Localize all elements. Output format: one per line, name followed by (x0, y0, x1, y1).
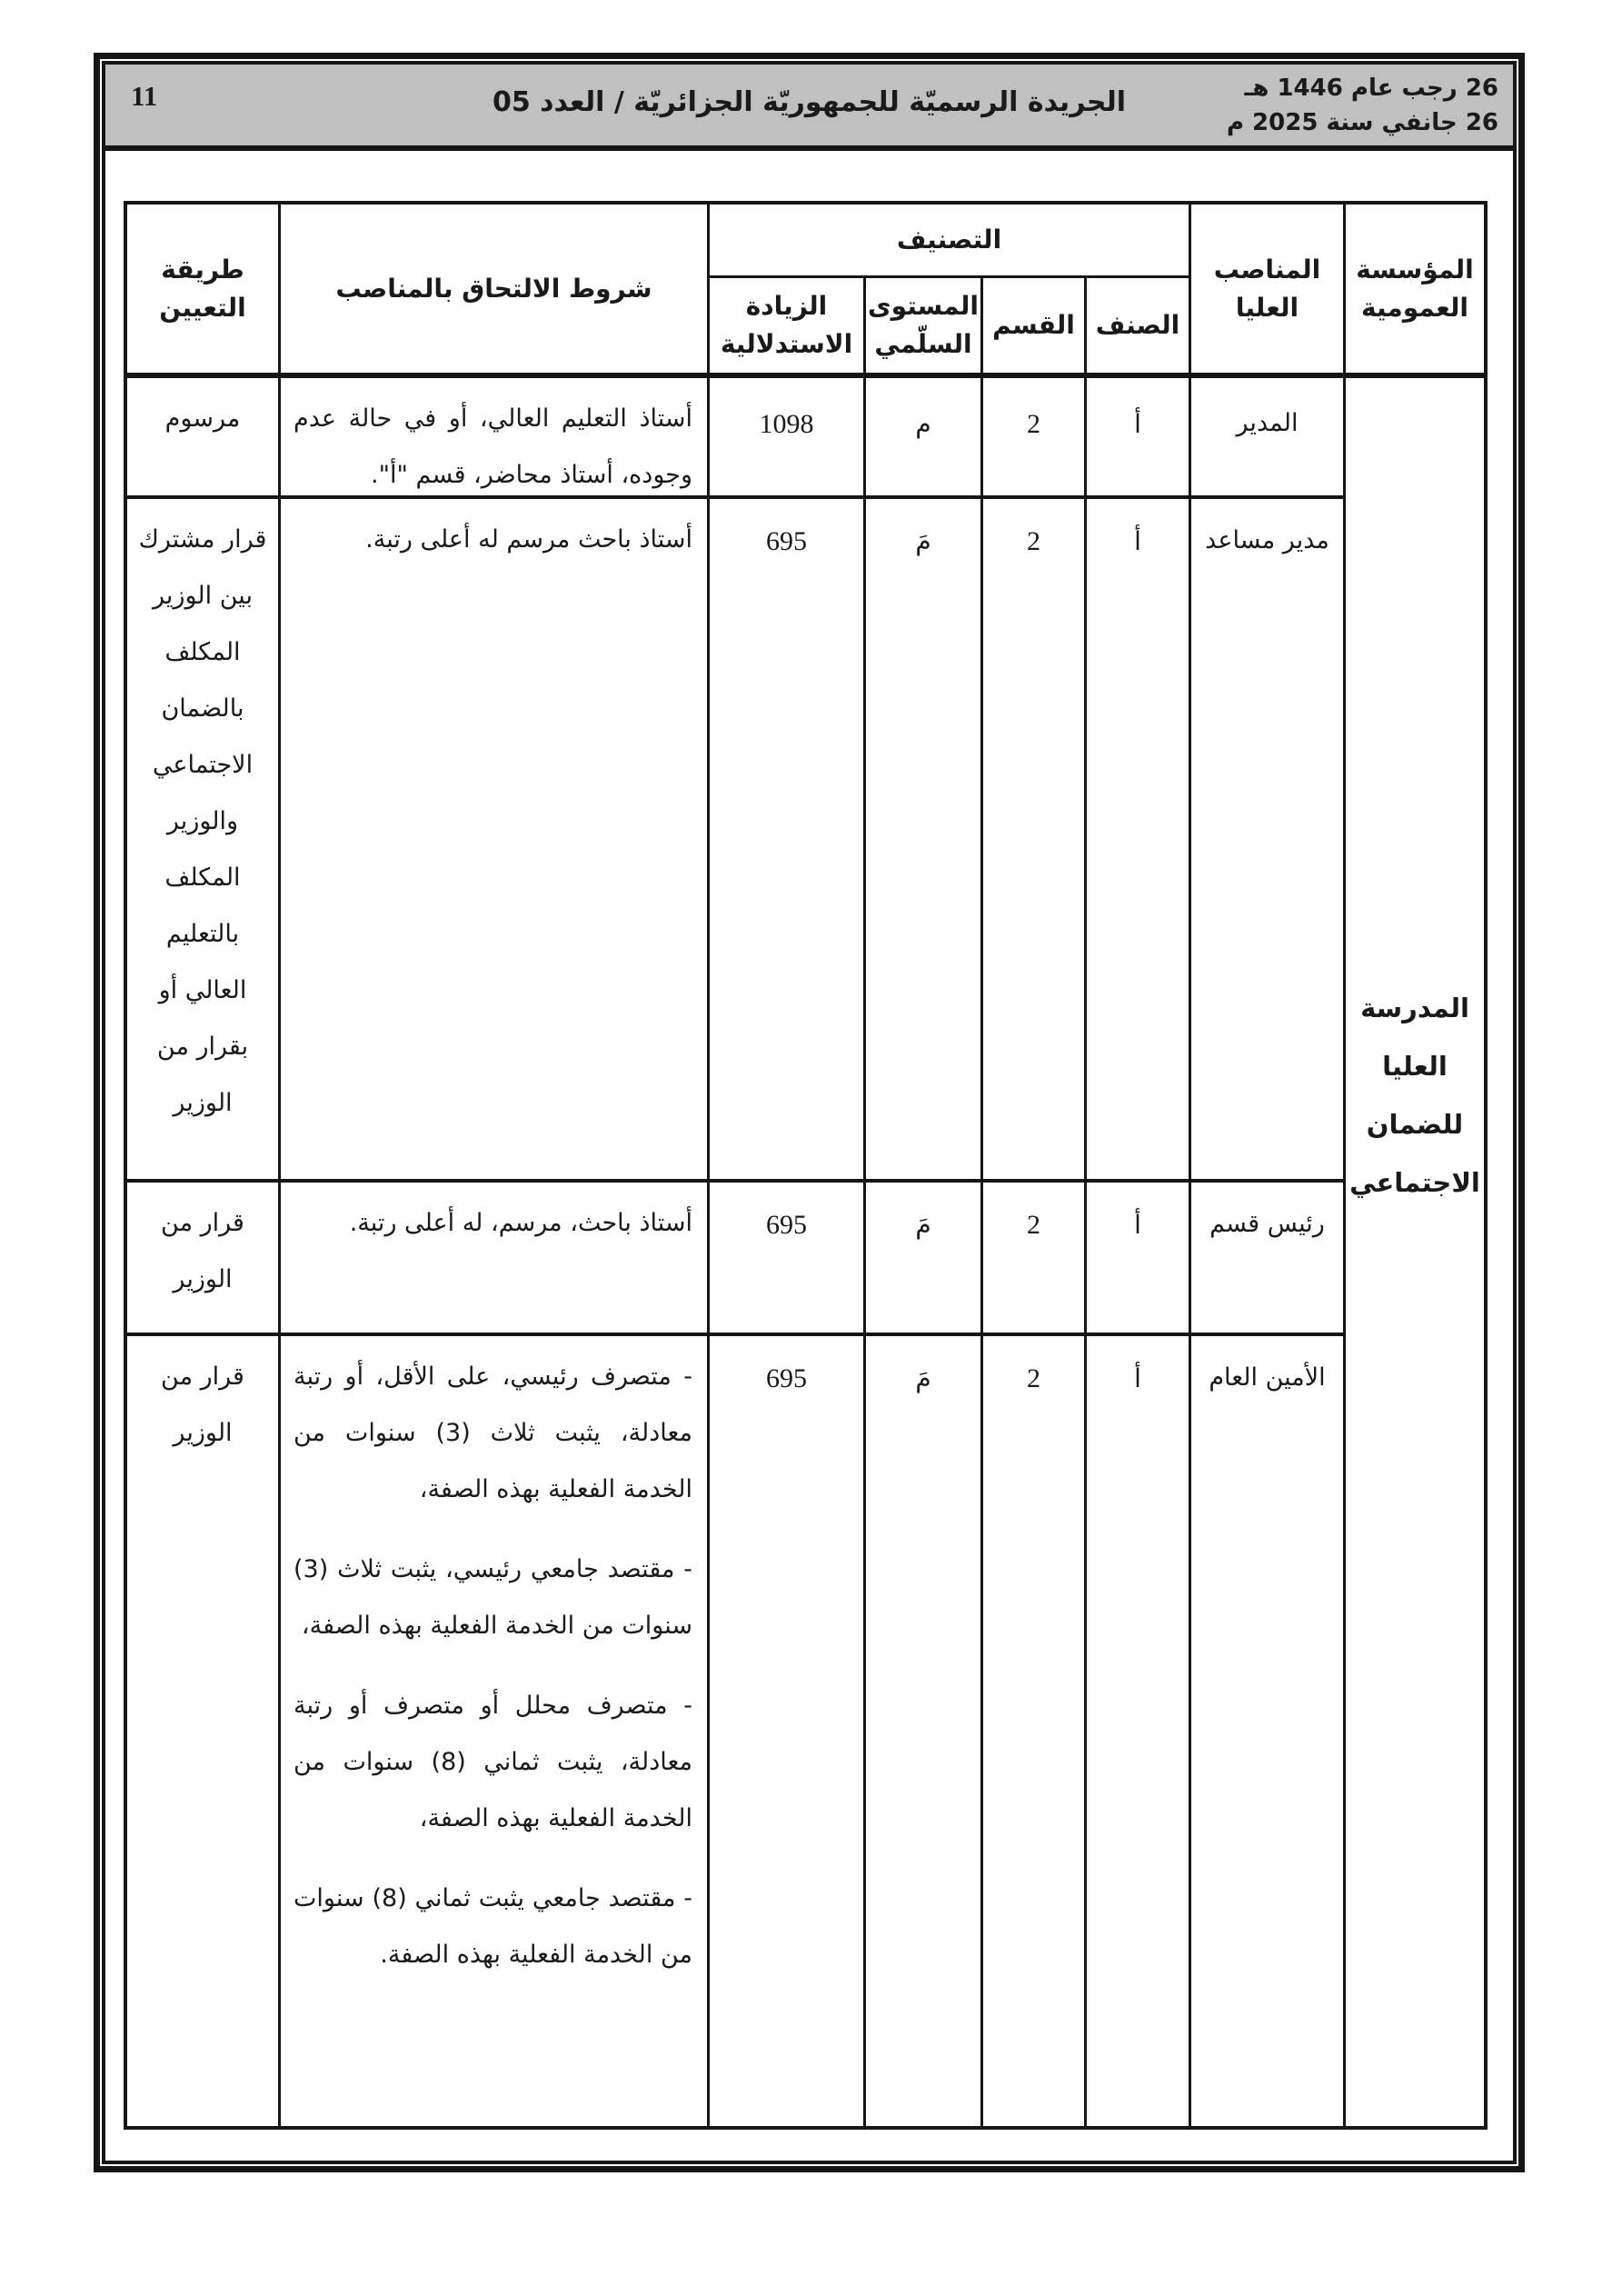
header-positions: المناصب العليا (1213, 254, 1321, 323)
row1-section: 2 (1027, 409, 1040, 439)
row3-index: 695 (766, 1210, 807, 1240)
row4-conditions (281, 1336, 707, 2126)
header-category: الصنف (1095, 310, 1180, 340)
row1-conditions (281, 378, 707, 495)
row1-conditions-text: أستاذ التعليم العالي، أو في حالة عدم وجوده، أستاذ محاضر، قسم "أ". (294, 404, 692, 489)
row4-level: مَ (915, 1363, 931, 1393)
row2-level: مَ (915, 526, 931, 556)
row4-section: 2 (1027, 1363, 1040, 1393)
row4-appointment: قرار من الوزير (161, 1363, 244, 1447)
row1-appointment: مرسوم (164, 404, 241, 433)
date-hijri: 26 رجب عام 1446 هـ (1244, 75, 1498, 102)
row3-position: رئيس قسم (1209, 1210, 1325, 1238)
row2-conditions-text: أستاذ باحث مرسم له أعلى رتبة. (365, 525, 692, 554)
header-section: القسم (992, 310, 1075, 340)
issue-dates (1227, 71, 1498, 140)
row4-conditions-item: - مقتصد جامعي يثبت ثماني (8) سنوات من الخدمة الفعلية بهذه الصفة. (294, 1884, 692, 1969)
row3-category: أ (1134, 1210, 1141, 1240)
masthead-band (105, 65, 1513, 151)
header-classification: التصنيف (896, 225, 1002, 255)
row4-position: الأمين العام (1209, 1363, 1326, 1392)
page-frame (94, 53, 1525, 2172)
page-number: 11 (131, 80, 158, 112)
row1-category: أ (1134, 409, 1141, 439)
row1-index: 1098 (759, 409, 814, 439)
senior-positions-table (124, 201, 1488, 2130)
row2-conditions (281, 499, 707, 1179)
row1-position: المدير (1236, 409, 1299, 437)
row4-conditions-item: - مقتصد جامعي رئيسي، يثبت ثلاث (3) سنوات من الخدمة الفعلية بهذه الصفة، (294, 1555, 692, 1640)
row3-conditions (281, 1183, 707, 1333)
header-appointment: طريقة التعيين (159, 254, 246, 323)
gazette-title: الجريدة الرسميّة للجمهوريّة الجزائريّة / العدد 05 (492, 86, 1127, 118)
row4-conditions-item: - متصرف محلل أو متصرف أو رتبة معادلة، يثبت ثماني (8) سنوات من الخدمة الفعلية بهذه الصفة، (294, 1692, 692, 1832)
row3-appointment: قرار من الوزير (161, 1209, 244, 1293)
date-gregorian: 26 جانفي سنة 2025 م (1226, 109, 1498, 136)
row4-conditions-item: - متصرف رئيسي، على الأقل، أو رتبة معادلة، يثبت ثلاث (3) سنوات من الخدمة الفعلية بهذه الصفة، (294, 1363, 692, 1503)
page-frame-inner (102, 61, 1517, 2164)
row4-index: 695 (766, 1363, 807, 1393)
row1-level: م (915, 409, 931, 439)
row2-index: 695 (766, 526, 807, 556)
row2-appointment: قرار مشترك بين الوزير المكلف بالضمان الاجتماعي والوزير المكلف بالتعليم العالي أو بقرار من الوزير (138, 525, 267, 1117)
row3-level: مَ (915, 1210, 931, 1240)
header-conditions: شروط الالتحاق بالمناصب (335, 273, 652, 304)
row3-section: 2 (1027, 1210, 1040, 1240)
institution-cell: المدرسة العليا للضمان الاجتماعي (1349, 992, 1480, 1198)
row2-section: 2 (1027, 526, 1040, 556)
row3-conditions-text: أستاذ باحث، مرسم، له أعلى رتبة. (349, 1209, 692, 1237)
header-institution: المؤسسة العمومية (1356, 254, 1474, 323)
header-index-increase: الزيادة الاستدلالية (720, 291, 853, 359)
row4-category: أ (1134, 1363, 1141, 1393)
row2-category: أ (1134, 526, 1141, 556)
row2-position: مدير مساعد (1205, 526, 1329, 554)
header-level: المستوى السلّمي (867, 291, 980, 359)
